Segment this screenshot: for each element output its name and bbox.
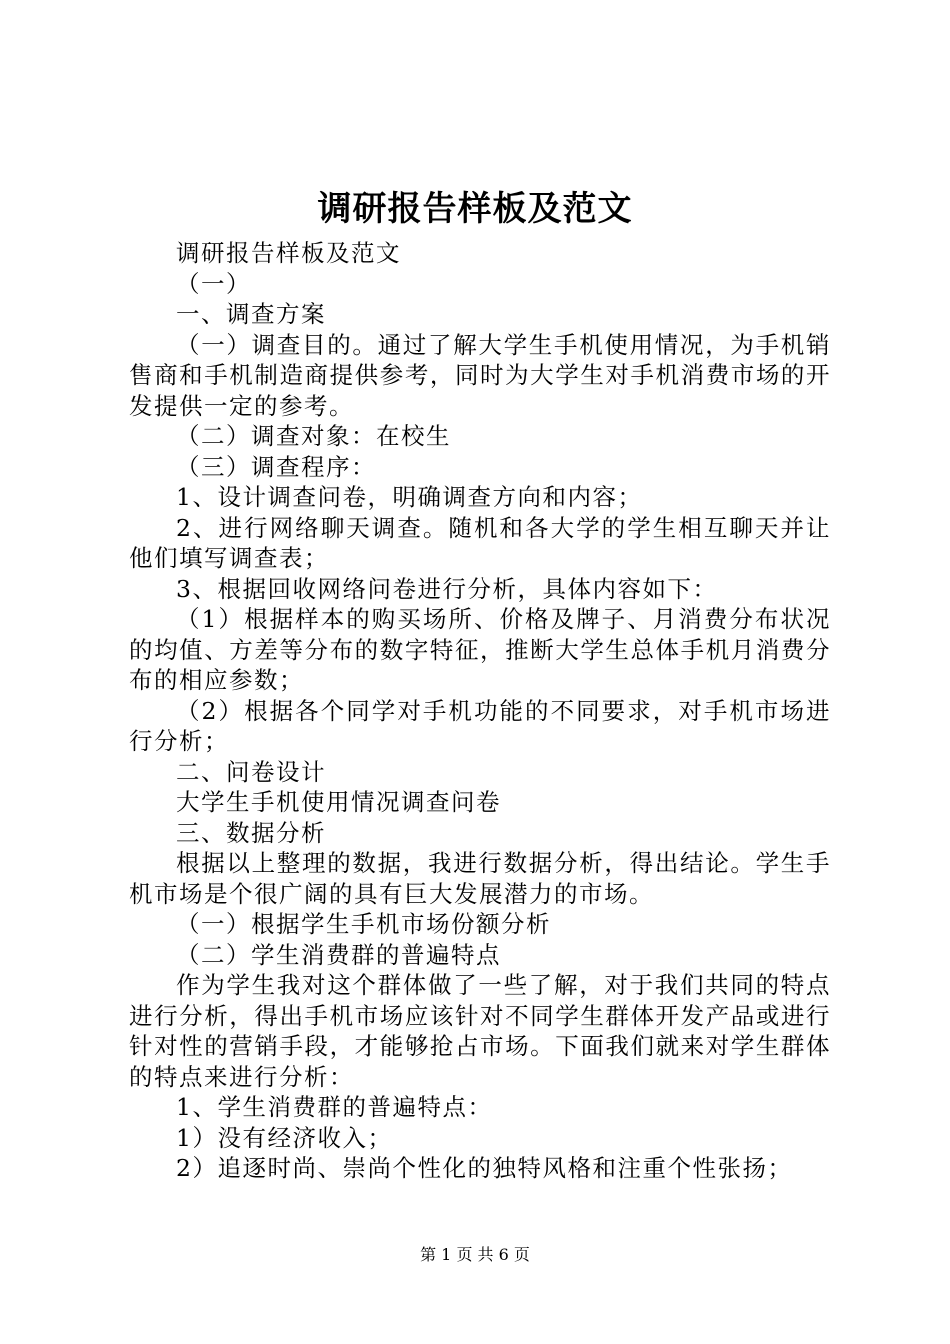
paragraph-section-marker: （一） bbox=[176, 269, 251, 298]
list-item-analysis-2: （2）根据各个同学对手机功能的不同要求，对手机市场进行分析； bbox=[129, 696, 831, 755]
list-item-procedure-2: 2、进行网络聊天调查。随机和各大学的学生相互聊天并让他们填写调查表； bbox=[129, 513, 831, 572]
list-item-trait-1: 1）没有经济收入； bbox=[176, 1123, 393, 1152]
paragraph-survey-target: （二）调查对象：在校生 bbox=[176, 422, 451, 450]
list-item-analysis-1: （1）根据样本的购买场所、价格及牌子、月消费分布状况的均值、方差等分布的数字特征，推断大学生总体手机月消费分布的相应参数； bbox=[129, 605, 831, 694]
heading-survey-plan: 一、调查方案 bbox=[176, 300, 326, 328]
paragraph-market-share: （一）根据学生手机市场份额分析 bbox=[176, 910, 551, 938]
heading-questionnaire-design: 二、问卷设计 bbox=[176, 757, 326, 786]
paragraph-student-analysis: 作为学生我对这个群体做了一些了解，对于我们共同的特点进行分析，得出手机市场应该针对不同学生群体开发产品或进行针对性的营销手段，才能够抢占市场。下面我们就来对学生群体的特点来进行分析： bbox=[129, 971, 831, 1091]
list-item-traits-heading: 1、学生消费群的普遍特点： bbox=[176, 1093, 493, 1121]
paragraph-analysis-conclusion: 根据以上整理的数据，我进行数据分析，得出结论。学生手机市场是个很广阔的具有巨大发展潜力的市场。 bbox=[129, 849, 831, 908]
paragraph-subtitle: 调研报告样板及范文 bbox=[176, 239, 401, 267]
paragraph-survey-purpose: （一）调查目的。通过了解大学生手机使用情况，为手机销售商和手机制造商提供参考，同时为大学生对手机消费市场的开发提供一定的参考。 bbox=[129, 330, 831, 420]
list-item-procedure-3: 3、根据回收网络问卷进行分析，具体内容如下： bbox=[176, 574, 718, 603]
list-item-trait-2: 2）追逐时尚、崇尚个性化的独特风格和注重个性张扬； bbox=[176, 1154, 793, 1182]
page-number-footer: 第 1 页 共 6 页 bbox=[420, 1245, 530, 1264]
paragraph-consumer-traits: （二）学生消费群的普遍特点 bbox=[176, 940, 501, 969]
list-item-procedure-1: 1、设计调查问卷，明确调查方向和内容； bbox=[176, 483, 643, 511]
paragraph-survey-procedure: （三）调查程序： bbox=[176, 452, 376, 481]
document-title: 调研报告样板及范文 bbox=[317, 189, 633, 229]
paragraph-questionnaire-name: 大学生手机使用情况调查问卷 bbox=[176, 788, 501, 816]
document-body bbox=[129, 238, 831, 1184]
heading-data-analysis: 三、数据分析 bbox=[176, 818, 326, 847]
